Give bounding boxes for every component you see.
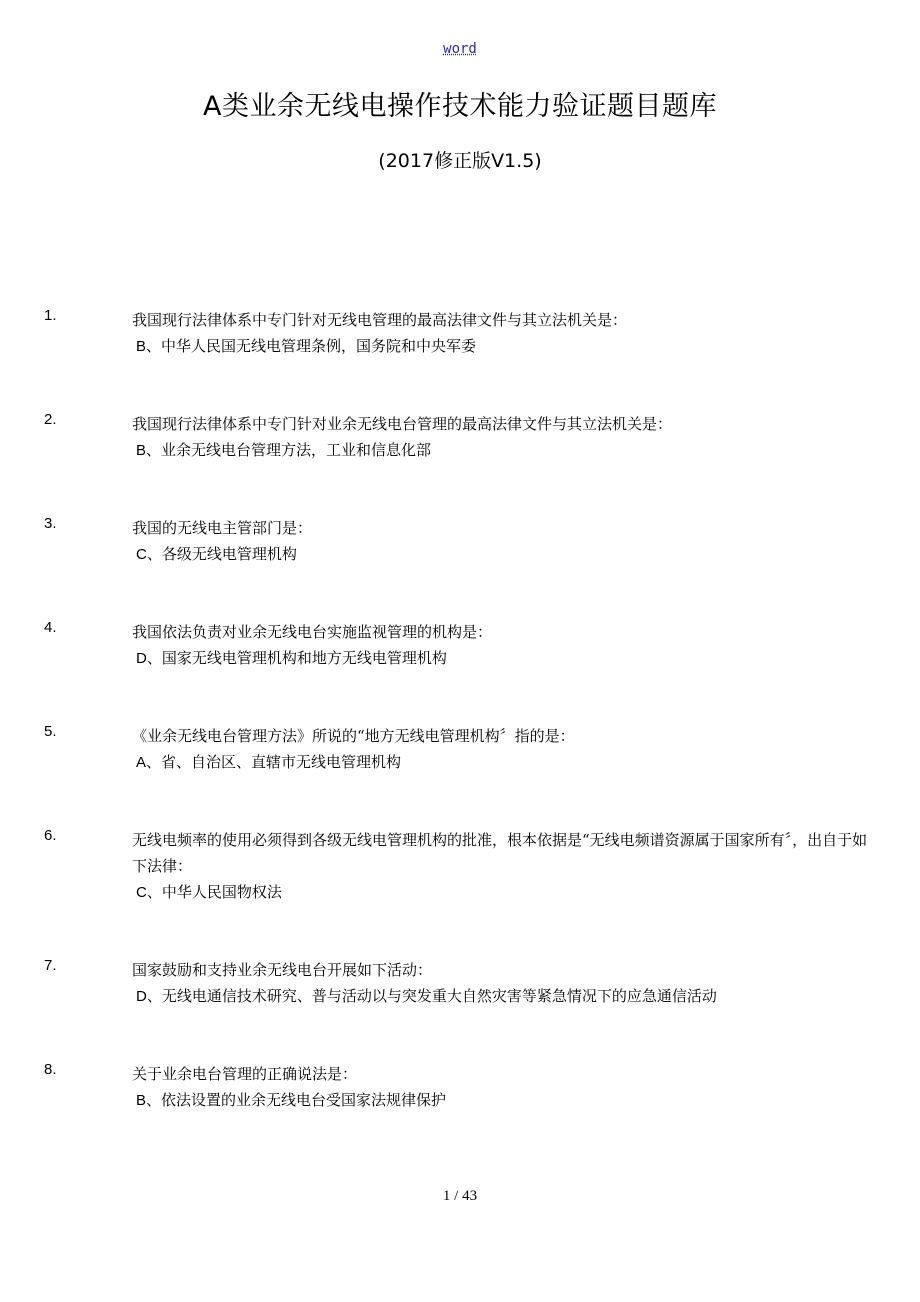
question-answer: [132, 1087, 872, 1114]
question-text: [132, 827, 872, 906]
answer-letter: A: [136, 754, 147, 771]
answer-text: 、中华人民国无线电管理条例，国务院和中央军委: [146, 337, 477, 355]
question-number: 3.: [44, 515, 57, 532]
answer-text: 、无线电通信技术研究、普与活动以与突发重大自然灾害等紧急情况下的应急通信活动: [146, 987, 717, 1005]
question-number: 2.: [44, 411, 57, 428]
question-number: 6.: [44, 827, 57, 844]
question-prompt: 无线电频率的使用必须得到各级无线电管理机构的批准，根本依据是“无线电频谱资源属于国家所有〞，出自于如下法律：: [132, 831, 868, 875]
question-prompt: 我国现行法律体系中专门针对无线电管理的最高法律文件与其立法机关是：: [132, 311, 628, 329]
document-title: A类业余无线电操作技术能力验证题目题库: [203, 91, 717, 122]
answer-text: 、省、自治区、直辖市无线电管理机构: [146, 753, 402, 771]
answer-text: 、依法设置的业余无线电台受国家法规律保护: [146, 1091, 447, 1109]
answer-letter: D: [136, 650, 147, 667]
question-prompt: 国家鼓励和支持业余无线电台开展如下活动：: [132, 961, 433, 979]
page-number: 1 / 43: [442, 1188, 478, 1204]
question-number: 8.: [44, 1061, 57, 1078]
answer-text: 、各级无线电管理机构: [146, 545, 297, 563]
question-answer: [132, 879, 872, 906]
question-number: 1.: [44, 307, 57, 324]
question-answer: [132, 541, 872, 568]
page-header: word: [443, 41, 477, 57]
question-number: 7.: [44, 957, 57, 974]
question-text: [132, 619, 872, 672]
answer-text: 、国家无线电管理机构和地方无线电管理机构: [146, 649, 447, 667]
question-prompt: 我国依法负责对业余无线电台实施监视管理的机构是：: [132, 623, 493, 641]
answer-letter: B: [136, 338, 147, 355]
answer-letter: D: [136, 988, 147, 1005]
question-prompt: 我国现行法律体系中专门针对业余无线电台管理的最高法律文件与其立法机关是：: [132, 415, 673, 433]
question-answer: [132, 749, 872, 776]
answer-letter: B: [136, 442, 147, 459]
answer-letter: C: [136, 884, 147, 901]
question-answer: [132, 983, 872, 1010]
question-prompt: 《业余无线电台管理方法》所说的“地方无线电管理机构〞指的是：: [132, 727, 575, 745]
answer-letter: B: [136, 1092, 147, 1109]
question-answer: [132, 333, 872, 360]
answer-text: 、业余无线电台管理方法，工业和信息化部: [146, 441, 432, 459]
question-text: [132, 957, 872, 1010]
question-prompt: 我国的无线电主管部门是：: [132, 519, 313, 537]
question-answer: [132, 437, 872, 464]
question-answer: [132, 645, 872, 672]
question-text: [132, 723, 872, 776]
question-text: [132, 515, 872, 568]
question-text: [132, 411, 872, 464]
answer-text: 、中华人民国物权法: [146, 883, 282, 901]
document-subtitle: (2017修正版V1.5): [378, 150, 542, 172]
question-prompt: 关于业余电台管理的正确说法是：: [132, 1065, 358, 1083]
question-text: [132, 307, 872, 360]
answer-letter: C: [136, 546, 147, 563]
question-number: 4.: [44, 619, 57, 636]
question-number: 5.: [44, 723, 57, 740]
question-text: [132, 1061, 872, 1114]
